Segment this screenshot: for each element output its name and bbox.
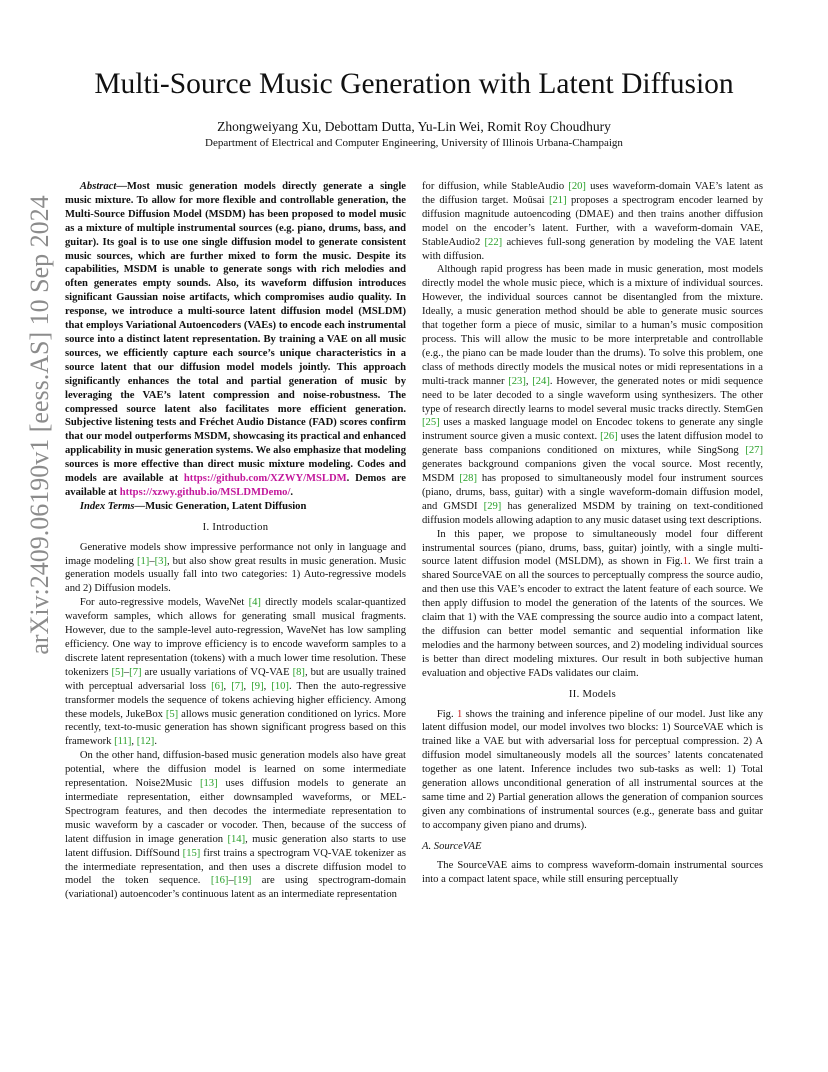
citation-link[interactable]: [28] xyxy=(459,473,477,485)
code-link[interactable]: https://github.com/XZWY/MSLDM xyxy=(183,473,347,485)
abstract-end: . xyxy=(290,486,294,498)
citation-link[interactable]: [9] xyxy=(251,680,264,692)
left-column xyxy=(65,180,406,902)
citation-link[interactable]: [5] xyxy=(165,708,179,720)
citation-link[interactable]: [3] xyxy=(154,555,167,567)
citation-link[interactable]: [1] xyxy=(136,555,150,567)
citation-link[interactable]: [15] xyxy=(182,847,201,859)
abstract-body: —Most music generation models directly generate a single music mixture. To allow for more flexible and controllable generation, the Multi-Source Diffusion Model (MSDM) has been proposed to model music as a mixture of multiple instrumental sources (e.g. piano, drums, bass, and guitar). Its goal is to use one single diffusion model to generate consistent music sources, which are further mixed to form the music. Despite its capabilities, MSDM is unable to generate songs with rich melodies and often generates empty sounds. Also, its waveform diffusion introduces significant Gaussian noise artifacts, which compromises audio quality. In response, we introduce a multi-source latent diffusion model (MSLDM) that employs Variational Autoencoders (VAEs) to encode each instrumental source into a distinct latent representation. By training a VAE on all music sources, we efficiently capture each source’s unique characteristics in a source latent that our diffusion model models jointly. This approach significantly enhances the total and partial generation of music by leveraging the VAE’s latent compression and noise-robustness. The compressed source latent also facilitates more efficient generation. Subjective listening tests and Fréchet Audio Distance (FAD) scores confirm that our model outperforms MSDM, showcasing its practical and enhanced applicability in music generation systems. We also emphasize that modeling sources is more effective than direct music mixture modeling. Codes and models are available at xyxy=(65,181,406,485)
abstract xyxy=(65,180,406,500)
body-paragraph: The SourceVAE aims to compress waveform-domain instrumental sources into a compact latent space, while still ensuring perceptually xyxy=(422,859,763,885)
citation-link[interactable]: [26] xyxy=(600,431,618,443)
citation-link[interactable]: [25] xyxy=(422,417,440,429)
index-terms-body: —Music Generation, Latent Diffusion xyxy=(134,500,307,512)
intro-paragraph: For auto-regressive models, WaveNet [4] directly models scalar-quantized waveform samples, which allows for generating small musical fragments. However, due to the sample-level auto-regression, WaveNet has low sampling efficiency. One way to improve efficiency is to encode waveform samples to a discrete latent representation (tokens) with a much lower time resolution. These tokenizers [5]–[7] are usually variations of VQ-VAE [8], but are usually trained with perceptual adversarial loss [6], [7], [9], [10]. Then the auto-regressive transformer models the sequence of tokens achieving higher efficiency. Among these models, JukeBox [5] allows music generation conditioned on lyrics. More recently, text-to-music generation has shown significant progress based on this framework [11], [12]. xyxy=(65,597,407,748)
body-paragraph: Fig. 1 shows the training and inference pipeline of our model. Just like any latent diffusion model, our model involves two blocks: 1) SourceVAE which is trained like a VAE but with adversarial loss for perceptual compression. 2) A diffusion model simultaneously models all the sources’ latents concatenated together as one latent. Inference includes two sub-tasks as well: 1) Total generation allows unconditional generation of all instrumental sources at the same time and 2) Partial generation allows the generation of companion sources given any combinations of instrumental sources (e.g., generate bass and guitar to accompany given piano and drums). xyxy=(422,708,763,831)
arxiv-sidebar xyxy=(22,160,58,690)
figure-link[interactable]: 1 xyxy=(456,708,463,720)
citation-link[interactable]: [10] xyxy=(271,680,289,692)
body-paragraph: Although rapid progress has been made in music generation, most models directly model the whole music piece, which is a mixture of individual sources. However, the individual sources cannot be disentangled from the mixture. Ideally, a music generation method should be able to generate music sources that together form a piece of music, similar to a human’s music composition process. This will allow the music to be more interpretable and controllable (e.g., the piano can be made louder than the drums). To solve this problem, one class of methods directly models the musical notes or midi representations in a multi-track manner [23], [24]. However, the generated notes or midi sequence need to be later decoded to a single waveform using synthesizers. The other type of research directly learns to model several music tracks directly. StemGen [25] uses a masked language model on Encodec tokens to generate any single instrument source given a music context. [26] uses the latent diffusion model to generate bass companions conditioned on mixtures, while SingSong [27] generates background companions given the vocal source. Most recently, MSDM [28] has proposed to simultaneously model four instrument sources (piano, drums, bass, guitar) with a single waveform-domain diffusion model, and GMSDI [29] has generalized MSDM by training on text-conditioned diffusion models allowing adaption to any music dataset using text descriptions. xyxy=(422,264,764,526)
demo-link[interactable]: https://xzwy.github.io/MSLDMDemo/ xyxy=(119,486,291,498)
right-column xyxy=(422,180,763,886)
author-list: Zhongweiyang Xu, Debottam Dutta, Yu-Lin Wei, Romit Roy Choudhury xyxy=(217,119,611,134)
affiliation: Department of Electrical and Computer Engineering, University of Illinois Urbana-Champaign xyxy=(205,137,623,149)
citation-link[interactable]: [7] xyxy=(231,680,244,692)
index-terms xyxy=(65,500,406,514)
citation-link[interactable]: [20] xyxy=(568,181,586,192)
paper-title: Multi-Source Music Generation with Latent Diffusion xyxy=(94,68,734,100)
citation-link[interactable]: [7] xyxy=(129,666,142,678)
section-heading-introduction: I. Introduction xyxy=(202,521,269,533)
citation-link[interactable]: [6] xyxy=(211,680,224,692)
index-terms-label: Index Terms xyxy=(79,500,135,512)
citation-link[interactable]: [19] xyxy=(233,875,252,887)
citation-link[interactable]: [21] xyxy=(548,194,567,206)
figure-link[interactable]: 1 xyxy=(682,556,689,568)
citation-link[interactable]: [24] xyxy=(532,375,550,387)
subsection-heading-sourcevae: A. SourceVAE xyxy=(422,840,482,852)
citation-link[interactable]: [8] xyxy=(292,666,305,678)
citation-link[interactable]: [22] xyxy=(484,236,503,248)
citation-link[interactable]: [27] xyxy=(745,445,763,457)
citation-link[interactable]: [14] xyxy=(227,833,246,845)
citation-link[interactable]: [29] xyxy=(483,500,502,512)
citation-link[interactable]: [13] xyxy=(199,778,218,790)
intro-paragraph: Generative models show impressive performance not only in language and image modeling [1]–[3], but also show great results in music generation. Music generation models usually fall into two categories: 1) Auto-regressive models and 2) Diffusion models. xyxy=(65,541,407,595)
abstract-label: Abstract xyxy=(79,181,117,192)
citation-link[interactable]: [23] xyxy=(508,375,526,387)
citation-link[interactable]: [12] xyxy=(136,736,155,748)
section-heading-models: II. Models xyxy=(568,688,617,700)
citation-link[interactable]: [4] xyxy=(248,597,261,609)
body-paragraph: In this paper, we propose to simultaneously model four different instrumental sources (piano, drums, bass, guitar) jointly, with a single multi-source latent diffusion model (MSLDM), as shown in Fig.1. We first train a shared SourceVAE on all the sources to perceptually compress the source audio, and then use this VAE’s encoder to extract the latent feature of each source. We then apply diffusion to model the generation of the latents of the sources. We claim that 1) with the VAE compressing the source audio into a compact latent, the diffusion can better model semantic and sequential information like melodies and the harmony between sources, and 2) modeling individual sources is better than direct modeling mixtures. Our result in both subjective human evaluation and objective FADs validates our claim. xyxy=(422,528,763,679)
body-paragraph: for diffusion, while StableAudio [20] uses waveform-domain VAE’s latent as the diffusion target. Moûsai [21] proposes a spectrogram encoder learned by diffusion magnitude autoencoding (DMAE) and then trains another diffusion model on the encoder’s latent. Further, with a waveform-domain VAE, StableAudio2 [22] achieves full-song generation by modeling the VAE latent with diffusion. xyxy=(422,181,764,262)
citation-link[interactable]: [16] xyxy=(210,875,229,887)
abstract-demo-prefix: . Demos are available at xyxy=(65,473,406,498)
citation-link[interactable]: [11] xyxy=(114,736,132,748)
citation-link[interactable]: [5] xyxy=(111,666,124,678)
arxiv-identifier: arXiv:2409.06190v1 [eess.AS] 10 Sep 2024 xyxy=(25,195,54,655)
intro-paragraph: On the other hand, diffusion-based music generation models also have great potential, where the diffusion model is learned on some intermediate representation. Noise2Music [13] uses diffusion models to generate an intermediate representation, either downsampled waveforms, or MEL-Spectrogram features, and then decodes the intermediate representation to music waveform by a cascader or vocoder. Then, because of the success of latent diffusion in image generation [14], music generation also starts to use latent diffusion. DiffSound [15] first trains a spectrogram VQ-VAE tokenizer as the intermediate representation, and then uses a discrete diffusion model to model the token sequence. [16]–[19] are using spectrogram-domain (variational) autoencoder’s continuous latent as an intermediate representation xyxy=(65,750,407,901)
